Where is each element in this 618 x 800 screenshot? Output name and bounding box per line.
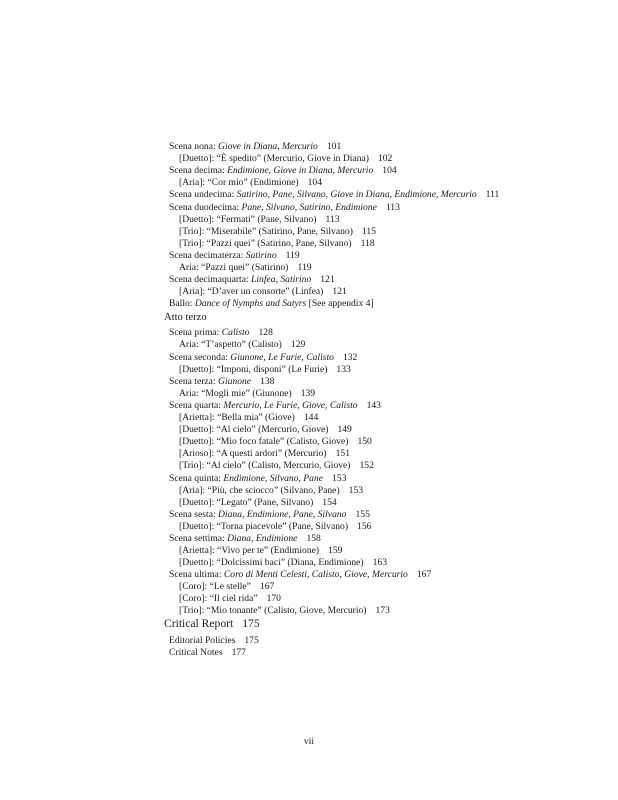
toc-entry-label: Editorial Policies (169, 635, 236, 646)
toc-entry-label: [Aria]: “D’aver un consorte” (Linfea) (179, 286, 324, 297)
toc-entry-section (164, 618, 260, 630)
toc-entry-number (179, 605, 390, 617)
toc-entry-page: 153 (348, 485, 364, 496)
toc-entry-label: [Trio]: “Miserabile” (Satirino, Pane, Silvano) (179, 226, 353, 237)
toc-entry-characters: Linfea, Satirino (251, 274, 312, 285)
toc-entry-page: 121 (332, 286, 347, 297)
toc-entry-label: Scena decima: (169, 165, 228, 176)
toc-entry-page: 167 (259, 581, 275, 592)
toc-entry-label: [Trio]: “Al cielo” (Calisto, Mercurio, Giove) (179, 460, 351, 471)
toc-entry-number (179, 226, 376, 238)
toc-entry-scene (169, 327, 273, 339)
toc-entry-label: [Arietta]: “Bella mia” (Giove) (179, 412, 295, 423)
toc-entry-scene (169, 298, 374, 310)
toc-entry-label: [Coro]: “Il ciel rida” (179, 593, 258, 604)
toc-entry-characters: Satirino (245, 250, 277, 261)
toc-entry-page: 139 (300, 388, 316, 399)
toc-entry-page: 175 (244, 635, 259, 646)
toc-entry-scene (169, 400, 381, 412)
toc-entry-note: [See appendix 4] (306, 298, 374, 309)
toc-entry-characters: Giunone, Le Furie, Calisto (230, 352, 334, 363)
toc-entry-label: [Arioso]: “A questi ardori” (Mercurio) (179, 448, 327, 459)
toc-entry-label: Ballo: (169, 298, 195, 309)
toc-entry-characters: Dance of Nymphs and Satyrs (194, 298, 307, 309)
toc-entry-page: 159 (328, 545, 343, 556)
toc-entry-page: 144 (303, 412, 319, 423)
toc-entry-number (179, 412, 318, 424)
toc-entry-page: 149 (337, 424, 352, 435)
toc-entry-label: [Duetto]: “Imponi, disponi” (Le Furie) (179, 364, 328, 375)
toc-entry-number (179, 286, 347, 298)
toc-entry-label: Scena sesta: (169, 509, 219, 520)
toc-entry-page: 102 (377, 153, 393, 164)
toc-entry-number (179, 214, 340, 226)
toc-entry-page: 128 (258, 327, 273, 338)
toc-entry-label: Scena terza: (169, 376, 219, 387)
toc-entry-number (179, 485, 363, 497)
toc-entry-characters: Coro di Menti Celesti, Calisto, Giove, Mercurio (223, 569, 408, 580)
toc-entry-page: 104 (382, 165, 397, 176)
toc-entry-page: 153 (332, 473, 347, 484)
toc-entry-label: Scena nona: (169, 141, 219, 152)
toc-entry-scene (169, 202, 400, 214)
toc-entry-label: Scena prima: (169, 327, 222, 338)
toc-entry-characters: Pane, Silvano, Satirino, Endimione (241, 202, 377, 213)
toc-entry-characters: Diana, Endimione, Pane, Silvano (218, 509, 347, 520)
toc-entry-label: [Coro]: “Le stelle” (179, 581, 251, 592)
toc-entry-page: 119 (285, 250, 300, 261)
toc-entry-scene (169, 141, 341, 153)
toc-entry-label: [Duetto]: “Dolcissimi baci” (Diana, Endimione) (179, 557, 364, 568)
toc-entry-label: Atto terzo (164, 312, 207, 323)
toc-entry-label: Scena settima: (169, 533, 228, 544)
toc-entry-scene (169, 647, 246, 659)
toc-entry-page: 167 (416, 569, 432, 580)
toc-entry-page: 113 (385, 202, 400, 213)
toc-entry-characters: Mercurio, Le Furie, Giove, Calisto (223, 400, 358, 411)
toc-entry-number (179, 497, 337, 509)
toc-entry-number (179, 262, 312, 274)
toc-entry-page: 175 (242, 617, 260, 630)
toc-entry-number (179, 177, 322, 189)
toc-entry-label: Scena decimaterza: (169, 250, 246, 261)
toc-entry-label: Scena quarta: (169, 400, 224, 411)
toc-entry-label: [Duetto]: “Al cielo” (Mercurio, Giove) (179, 424, 329, 435)
toc-entry-page: 154 (322, 497, 337, 508)
toc-entry-scene (169, 635, 259, 647)
toc-entry-page: 118 (360, 238, 375, 249)
toc-entry-page: 133 (336, 364, 351, 375)
toc-entry-page: 151 (335, 448, 350, 459)
toc-entry-page: 119 (297, 262, 312, 273)
toc-entry-label: [Aria]: “Più, che sciocco” (Silvano, Pane) (179, 485, 340, 496)
toc-entry-page: 111 (485, 189, 500, 200)
toc-entry-label: Aria: “T’aspetto” (Calisto) (179, 339, 282, 350)
toc-entry-label: Scena quinta: (169, 473, 224, 484)
toc-entry-number (179, 581, 274, 593)
toc-entry-page: 170 (266, 593, 281, 604)
toc-entry-label: Scena seconda: (169, 352, 231, 363)
toc-entry-number (179, 521, 371, 533)
toc-entry-number (179, 436, 372, 448)
toc-entry-scene (169, 274, 335, 286)
toc-entry-page: 113 (325, 214, 340, 225)
toc-entry-page: 150 (357, 436, 372, 447)
toc-entry-number (179, 460, 374, 472)
toc-entry-act (164, 312, 207, 324)
toc-entry-label: Scena decimaquarta: (169, 274, 252, 285)
toc-entry-scene (169, 352, 357, 364)
toc-entry-characters: Calisto (221, 327, 250, 338)
toc-entry-scene (169, 250, 300, 262)
toc-entry-page: 173 (375, 605, 390, 616)
toc-entry-label: Scena ultima: (169, 569, 224, 580)
toc-entry-page: 101 (326, 141, 342, 152)
toc-entry-page: 158 (306, 533, 321, 544)
toc-entry-label: Critical Notes (169, 647, 223, 658)
toc-entry-scene (169, 533, 321, 545)
toc-entry-label: Aria: “Mogli mie” (Giunone) (179, 388, 292, 399)
toc-entry-scene (169, 189, 499, 201)
toc-entry-label: [Duetto]: “Fermati” (Pane, Silvano) (179, 214, 317, 225)
toc-entry-page: 156 (357, 521, 372, 532)
toc-entry-page: 129 (290, 339, 306, 350)
toc-entry-page: 132 (342, 352, 358, 363)
toc-entry-characters: Giunone (218, 376, 252, 387)
toc-entry-label: Scena undecima: (169, 189, 237, 200)
toc-entry-label: [Duetto]: “Legato” (Pane, Silvano) (179, 497, 314, 508)
toc-entry-number (179, 388, 315, 400)
toc-entry-number (179, 364, 351, 376)
toc-entry-label: [Duetto]: “Torna piacevole” (Pane, Silvano) (179, 521, 349, 532)
toc-entry-characters: Satirino, Pane, Silvano, Giove in Diana, Endimione, Mercurio (236, 189, 477, 200)
toc-entry-scene (169, 509, 370, 521)
toc-entry-label: [Arietta]: “Vivo per te” (Endimione) (179, 545, 320, 556)
toc-entry-page: 143 (366, 400, 381, 411)
toc-entry-scene (169, 376, 274, 388)
toc-entry-characters: Endimione, Silvano, Pane (223, 473, 324, 484)
toc-entry-characters: Giove in Diana, Mercurio (218, 141, 318, 152)
toc-entry-characters: Endimione, Giove in Diana, Mercurio (227, 165, 374, 176)
toc-entry-label: Scena duodecima: (169, 202, 242, 213)
toc-entry-number (179, 153, 392, 165)
toc-entry-page: 177 (231, 647, 246, 658)
toc-entry-number (179, 448, 350, 460)
toc-entry-scene (169, 165, 397, 177)
toc-entry-page: 138 (260, 376, 275, 387)
toc-entry-scene (169, 569, 431, 581)
toc-entry-label: [Duetto]: “Mio foco fatale” (Calisto, Giove) (179, 436, 349, 447)
toc-entry-number (179, 424, 352, 436)
toc-entry-label: Critical Report (164, 617, 234, 630)
toc-entry-label: [Trio]: “Pazzi quei” (Satirino, Pane, Silvano) (179, 238, 352, 249)
toc-entry-page: 163 (372, 557, 388, 568)
toc-entry-scene (169, 473, 346, 485)
toc-entry-number (179, 339, 305, 351)
page-number: vii (303, 736, 315, 747)
toc-entry-number (179, 545, 342, 557)
toc-entry-label: [Aria]: “Cor mio” (Endimione) (179, 177, 299, 188)
toc-entry-page: 155 (355, 509, 370, 520)
toc-entry-page: 115 (361, 226, 376, 237)
toc-entry-label: [Duetto]: “È spedito” (Mercurio, Giove in Diana) (179, 153, 369, 164)
toc-entry-number (179, 238, 375, 250)
toc-entry-label: Aria: “Pazzi quei” (Satirino) (179, 262, 289, 273)
toc-entry-label: [Trio]: “Mio tonante” (Calisto, Giove, Mercurio) (179, 605, 367, 616)
toc-entry-page: 121 (320, 274, 335, 285)
toc-entry-characters: Diana, Endimione (227, 533, 298, 544)
toc-entry-number (179, 593, 281, 605)
toc-entry-page: 152 (359, 460, 374, 471)
toc-entry-page: 104 (307, 177, 323, 188)
toc-entry-number (179, 557, 387, 569)
